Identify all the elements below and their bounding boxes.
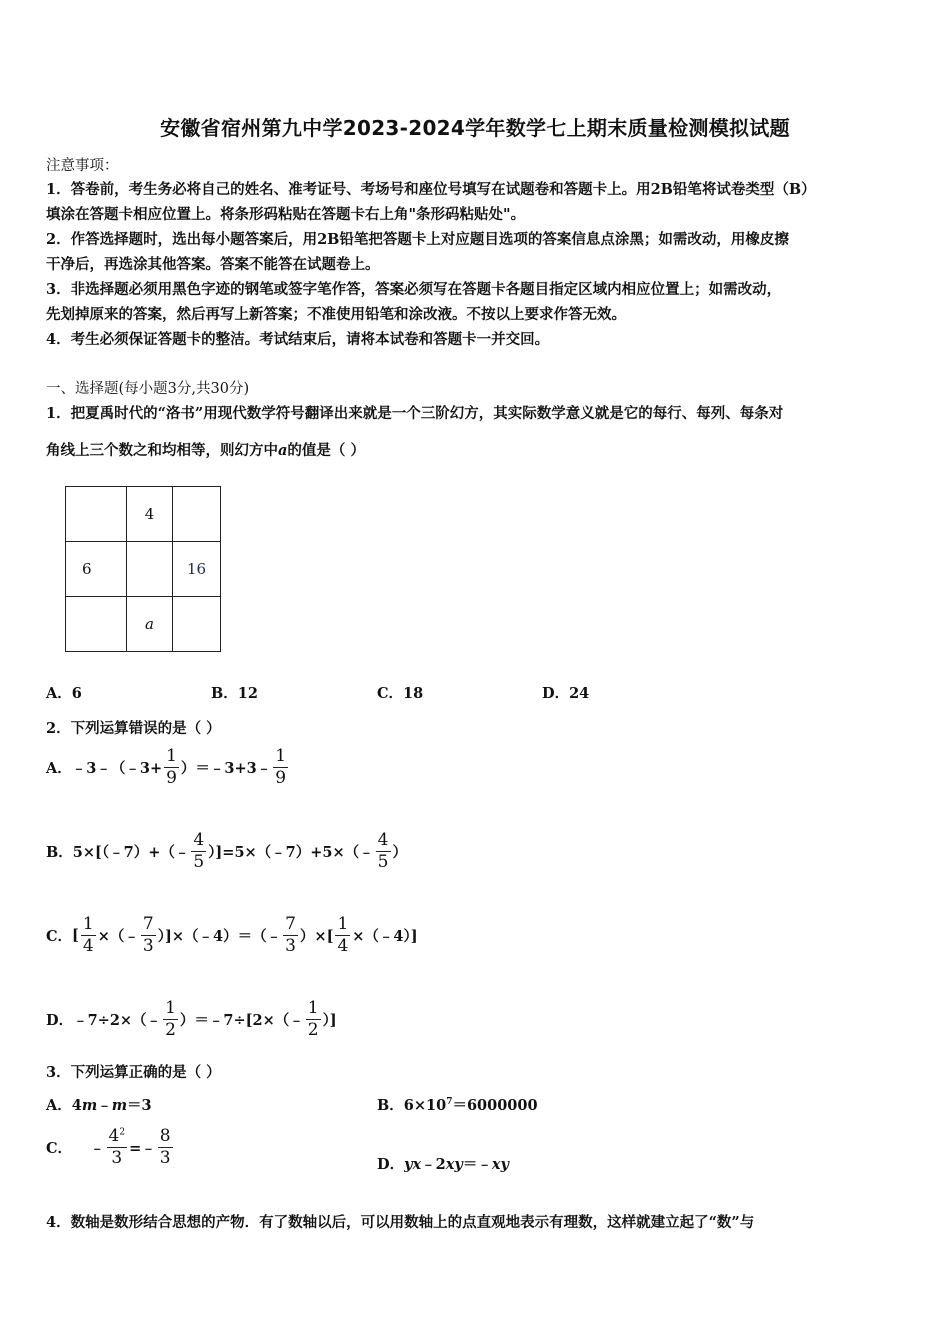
expr-text: ）×[ <box>299 928 334 945</box>
numerator: 4 <box>377 830 389 850</box>
numerator: 4 <box>193 830 205 850</box>
notice-heading: 注意事项： <box>46 158 119 174</box>
expr-text: [ <box>72 927 79 944</box>
magic-cell: 6 <box>66 542 127 597</box>
magic-cell: 16 <box>172 542 220 597</box>
expr-text: 4 <box>71 1097 82 1114</box>
q3-option-a[interactable] <box>46 1094 152 1115</box>
denominator: 3 <box>111 1148 123 1168</box>
expr-text: ＝6000000 <box>452 1097 538 1114</box>
magic-cell <box>172 487 220 542</box>
q2-option-d[interactable] <box>46 1000 337 1039</box>
numerator: 1 <box>307 998 319 1018</box>
numerator: 1 <box>337 914 349 934</box>
numerator: 1 <box>82 914 94 934</box>
stem-text: 的值是（ ） <box>287 442 365 459</box>
expr-text: ﹣2 <box>421 1156 446 1173</box>
q2-option-c[interactable] <box>46 916 418 955</box>
exponent: 7 <box>446 1097 453 1108</box>
exponent: 2 <box>119 1127 126 1138</box>
fraction <box>376 832 391 871</box>
numerator: 8 <box>159 1126 171 1146</box>
fraction <box>81 916 96 955</box>
numerator: 1 <box>166 746 177 766</box>
option-a[interactable]: A．6 <box>46 685 82 702</box>
notice-line: 4．考生必须保证答题卡的整洁。考试结束后，请将本试卷和答题卡一并交回。 <box>46 331 550 348</box>
denominator: 2 <box>165 1020 176 1040</box>
magic-square <box>65 486 221 642</box>
variable-a: a <box>278 442 288 459</box>
denominator: 9 <box>166 768 177 788</box>
magic-cell: 4 <box>126 487 172 542</box>
expr-text: ＝﹣ <box>462 1156 492 1173</box>
expr-text: 5×[（﹣7）+（﹣ <box>72 844 190 861</box>
variable: m <box>81 1097 98 1114</box>
denominator: 5 <box>193 852 205 872</box>
fraction <box>164 748 179 787</box>
option-label: D． <box>377 1156 405 1173</box>
fraction <box>163 1000 178 1039</box>
fraction <box>306 1000 321 1039</box>
numerator-base: 4 <box>108 1126 120 1146</box>
denominator: 2 <box>307 1020 319 1040</box>
q3-option-d[interactable] <box>377 1153 509 1174</box>
numerator: 1 <box>275 746 287 766</box>
option-label: D． <box>46 1012 74 1029</box>
notice-line: 1．答卷前，考生务必将自己的姓名、准考证号、考场号和座位号填写在试题卷和答题卡上。用2B铅笔将试卷类型（B） <box>46 181 816 198</box>
expr-text: ）]=5×（﹣7）+5×（﹣ <box>208 844 374 861</box>
magic-cell <box>126 542 172 597</box>
fraction <box>107 1128 128 1167</box>
expr-text: ） <box>392 844 407 861</box>
denominator: 4 <box>82 936 94 956</box>
question-2-stem: 2．下列运算错误的是（ ） <box>46 720 221 737</box>
expr-text: ﹣7÷2×（﹣ <box>73 1012 162 1029</box>
option-d[interactable]: D．24 <box>542 685 590 702</box>
expr-text: ×（﹣4）] <box>352 928 418 945</box>
denominator: 3 <box>142 936 154 956</box>
expr-text: ﹣ <box>90 1140 105 1157</box>
option-c[interactable]: C．18 <box>377 685 424 702</box>
numerator: 1 <box>165 998 176 1018</box>
variable: xy <box>491 1156 509 1173</box>
option-label: B． <box>377 1097 404 1114</box>
q2-option-a[interactable] <box>46 748 290 787</box>
expr-text: ×（﹣ <box>97 928 139 945</box>
variable: xy <box>445 1156 463 1173</box>
magic-cell <box>66 487 127 542</box>
expr-text: ＝3 <box>127 1097 152 1114</box>
variable: yx <box>404 1156 422 1173</box>
expr-text: ﹣ <box>97 1097 112 1114</box>
variable: m <box>111 1097 128 1114</box>
expr-text: ）＝﹣7÷[2×（﹣ <box>179 1012 304 1029</box>
option-label: A． <box>46 1097 72 1114</box>
denominator: 3 <box>285 936 296 956</box>
numerator <box>107 1128 128 1148</box>
notice-line: 3．非选择题必须用黑色字迹的钢笔或签字笔作答，答案必须写在答题卡各题目指定区域内相应位置上；如需改动， <box>46 281 782 298</box>
notice-line: 先划掉原来的答案，然后再写上新答案；不准使用铅笔和涂改液。不按以上要求作答无效。 <box>46 306 626 323</box>
question-3-stem: 3．下列运算正确的是（ ） <box>46 1064 221 1081</box>
magic-cell: a <box>126 597 172 652</box>
question-4-stem: 4．数轴是数形结合思想的产物．有了数轴以后，可以用数轴上的点直观地表示有理数，这样就建立起了“数”与 <box>46 1214 755 1231</box>
question-1-stem: 1．把夏禹时代的“洛书”用现代数学符号翻译出来就是一个三阶幻方，其实际数学意义就是它的每行、每列、每条对 <box>46 405 784 422</box>
page-title: 安徽省宿州第九中学2023-2024学年数学七上期末质量检测模拟试题 <box>160 116 790 140</box>
magic-cell <box>172 597 220 652</box>
denominator: 5 <box>377 852 389 872</box>
numerator: 7 <box>285 914 296 934</box>
option-b[interactable]: B．12 <box>211 685 258 702</box>
fraction <box>283 916 298 955</box>
option-label: C． <box>46 928 73 945</box>
magic-cell <box>66 597 127 652</box>
notice-line: 2．作答选择题时，选出每小题答案后，用2B铅笔把答题卡上对应题目选项的答案信息点涂黑；如需改动，用橡皮擦 <box>46 231 789 248</box>
section-heading: 一、选择题(每小题3分,共30分) <box>46 381 250 397</box>
fraction <box>191 832 206 871</box>
option-label: C． <box>46 1140 73 1157</box>
fraction <box>141 916 156 955</box>
q2-option-b[interactable] <box>46 832 407 871</box>
denominator: 4 <box>337 936 349 956</box>
fraction <box>335 916 350 955</box>
option-label: B． <box>46 844 73 861</box>
fraction <box>273 748 288 787</box>
expr-text: ）＝﹣3+3﹣ <box>180 760 272 777</box>
expr-text: 6×10 <box>403 1097 447 1114</box>
expr-text: ﹣3﹣（﹣3+ <box>71 760 163 777</box>
stem-text: 角线上三个数之和均相等，则幻方中 <box>46 442 278 459</box>
expr-text: =﹣ <box>129 1140 156 1157</box>
question-1-stem-cont <box>46 439 365 460</box>
numerator: 7 <box>142 914 154 934</box>
option-label: A． <box>46 760 72 777</box>
denominator: 9 <box>275 768 287 788</box>
notice-line: 填涂在答题卡相应位置上。将条形码粘贴在答题卡右上角"条形码粘贴处"。 <box>46 206 526 223</box>
denominator: 3 <box>159 1148 171 1168</box>
expr-text: ）]×（﹣4）＝（﹣ <box>157 928 282 945</box>
fraction <box>158 1128 173 1167</box>
expr-text: ）] <box>322 1012 337 1029</box>
notice-line: 干净后，再选涂其他答案。答案不能答在试题卷上。 <box>46 256 380 273</box>
q3-option-b[interactable] <box>377 1094 538 1115</box>
q3-option-c[interactable] <box>46 1128 175 1167</box>
